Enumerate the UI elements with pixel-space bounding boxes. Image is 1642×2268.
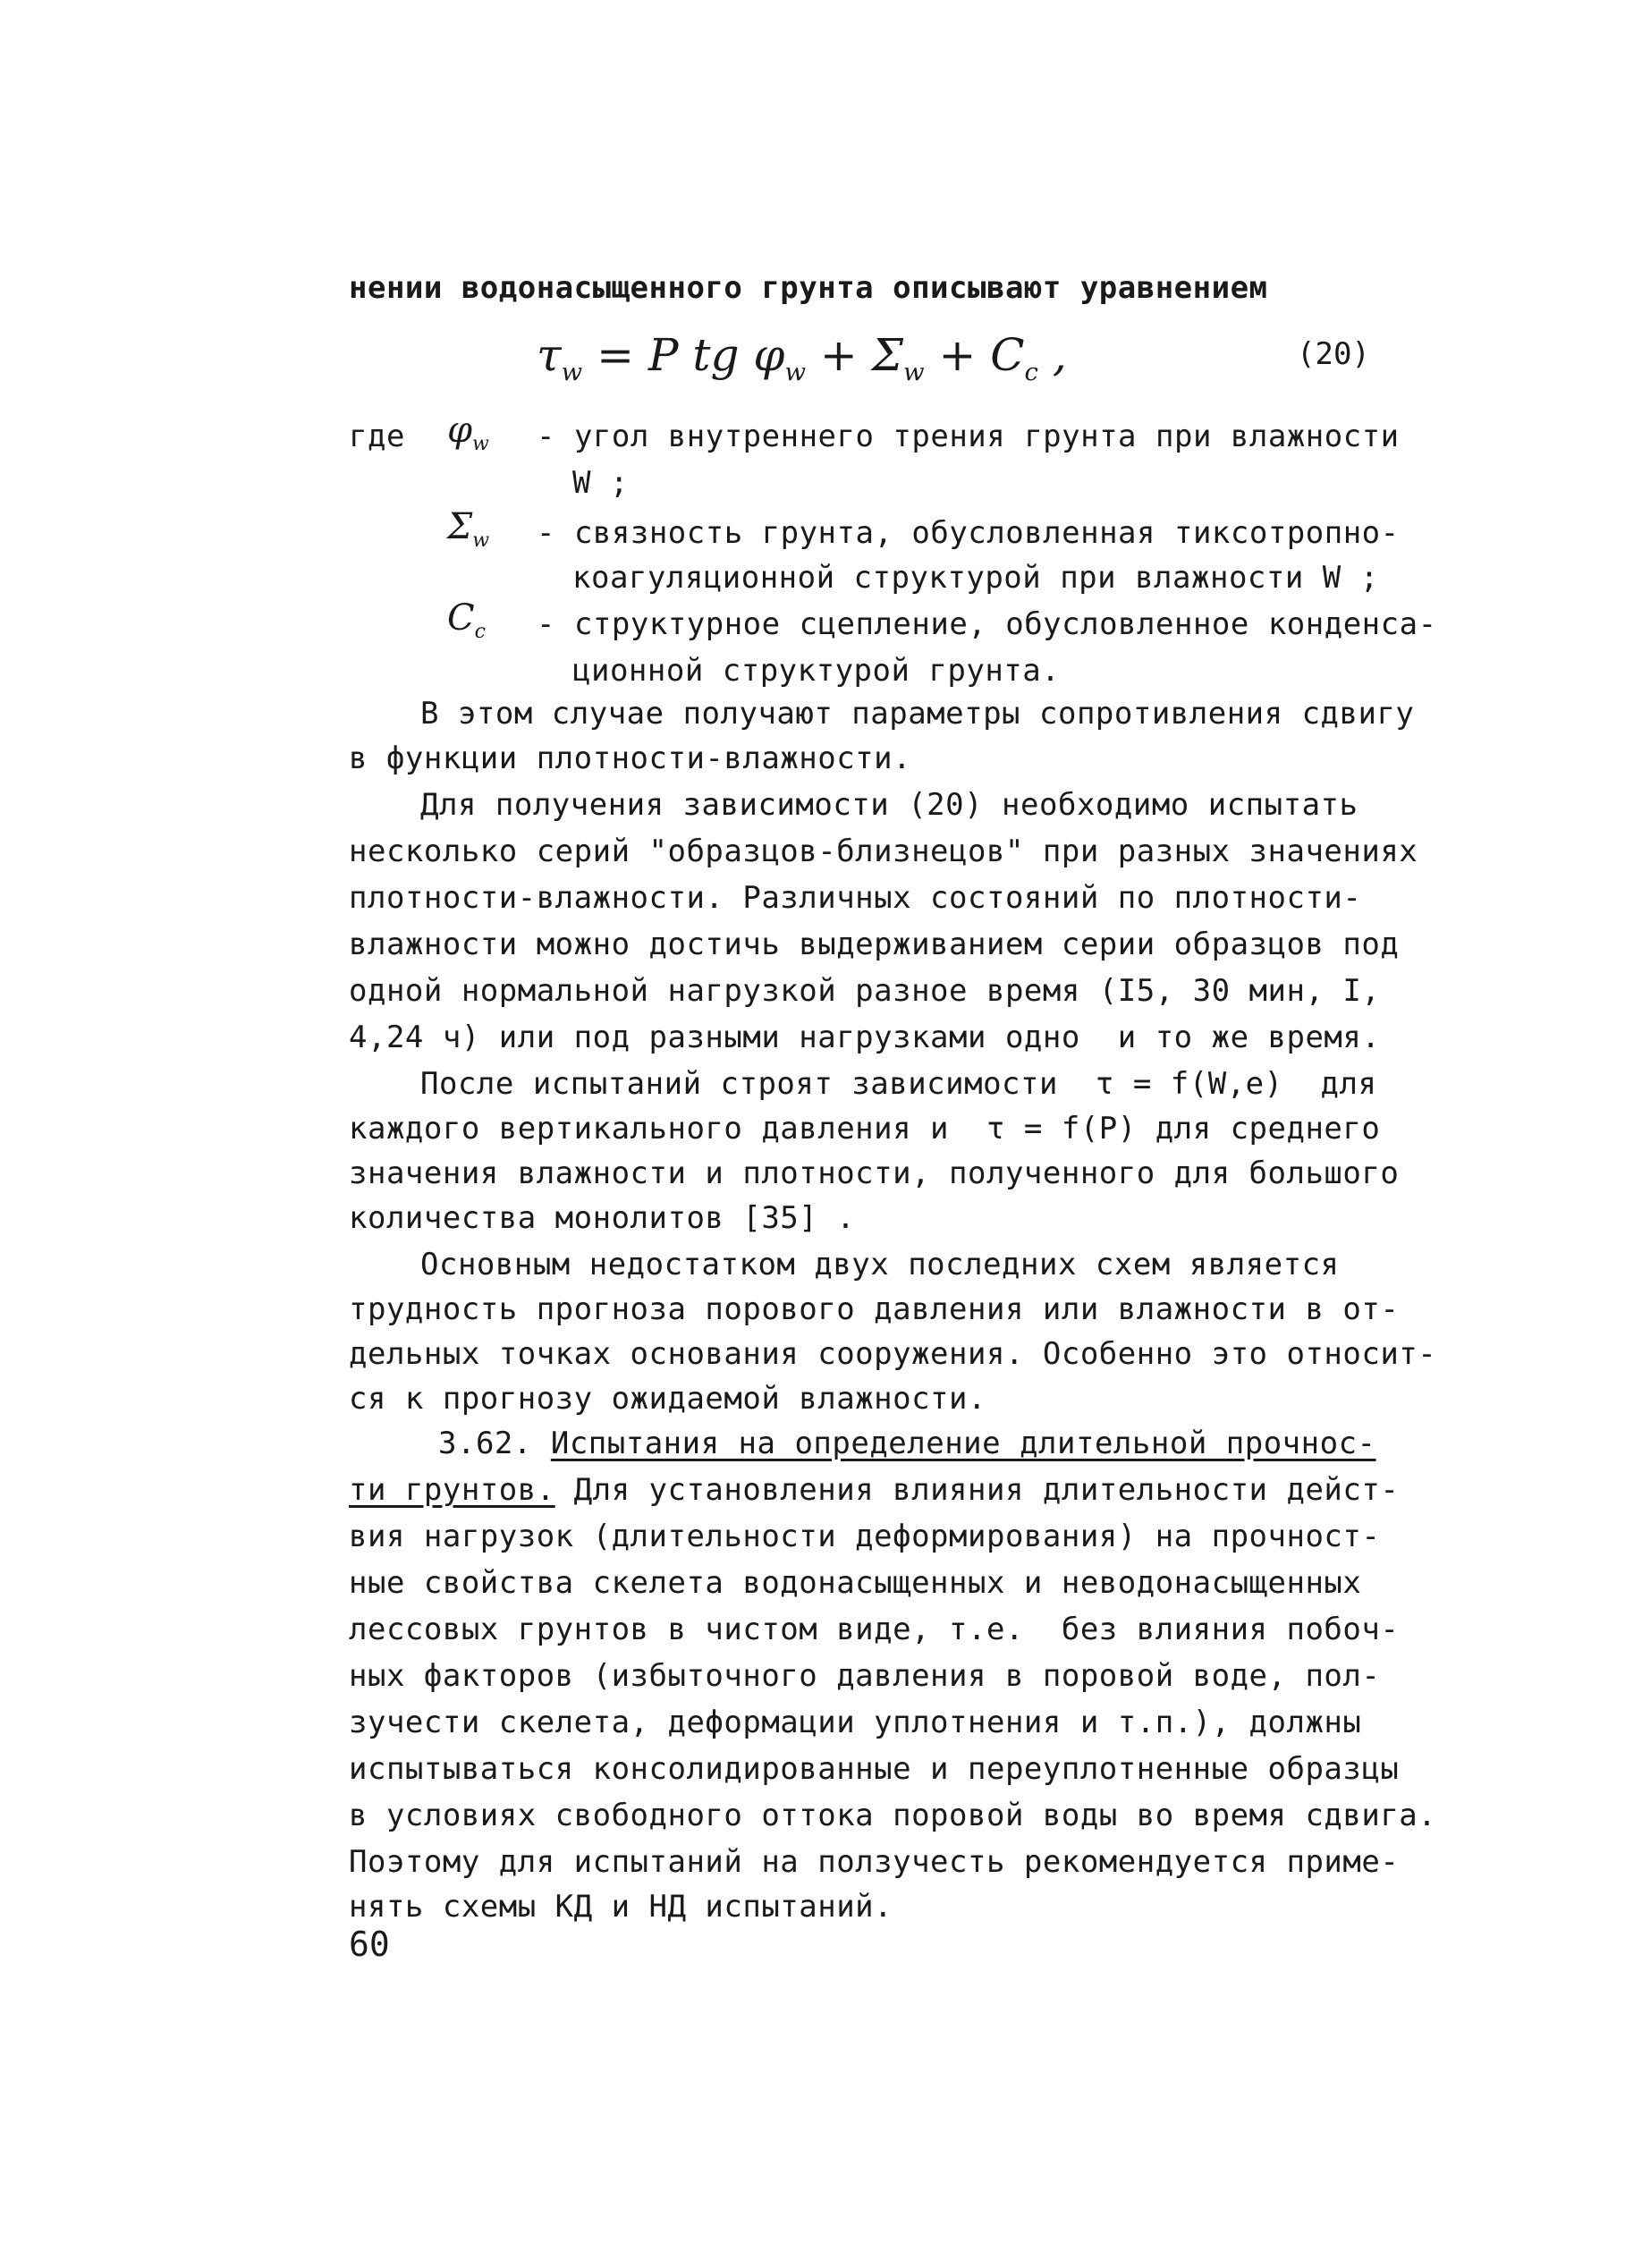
where-c-line-1: - структурное сцепление, обусловленное конденса- (537, 606, 1437, 642)
paragraph-4-line-4: ся к прогнозу ожидаемой влажности. (349, 1381, 986, 1417)
paragraph-3-line-2: каждого вертикального давления и τ = f(P) для среднего (349, 1111, 1381, 1147)
paragraph-3-line-3: значения влажности и плотности, полученного для большого (349, 1155, 1400, 1191)
paragraph-1-line-2: в функции плотности-влажности. (349, 740, 912, 776)
paragraph-3-line-4: количества монолитов [35] . (349, 1200, 856, 1236)
page-number: 60 (349, 1925, 390, 1964)
paragraph-2-line-4: влажности можно достичь выдерживанием серии образцов под (349, 927, 1400, 962)
paragraph-2-line-2: несколько серий "образцов-близнецов" при разных значениях (349, 834, 1418, 869)
symbol-sigma: $\Sigma_w$ (447, 506, 490, 552)
paragraph-4-line-1: Основным недостатком двух последних схем является (420, 1247, 1340, 1282)
where-phi-line-1: - угол внутреннего трения грунта при влажности (537, 419, 1400, 454)
section-line-5: зучести скелета, деформации уплотнения и т.п.), должны (349, 1705, 1362, 1740)
section-title-part-2: ти грунтов. (349, 1472, 555, 1508)
symbol-phi: $\varphi_w$ (447, 410, 489, 455)
formula-20 (537, 329, 1067, 386)
where-phi-line-2: W ; (572, 465, 629, 501)
section-heading-line-1 (438, 1424, 1376, 1463)
paragraph-2-line-3: плотности-влажности. Различных состояний по плотности- (349, 880, 1362, 916)
section-line-2: ные свойства скелета водонасыщенных и неводонасыщенных (349, 1565, 1362, 1601)
formula-end: , (1037, 329, 1067, 381)
intro-line: нении водонасыщенного грунта описывают уравнением (349, 270, 1268, 306)
section-line-4: ных факторов (избыточного давления в поровой воде, пол- (349, 1658, 1381, 1694)
section-line-3: лессовых грунтов в чистом виде, т.е. без влияния побоч- (349, 1612, 1400, 1647)
section-line-6: испытываться консолидированные и переуплотненные образцы (349, 1751, 1400, 1787)
paragraph-1-line-1: В этом случае получают параметры сопротивления сдвигу (420, 696, 1415, 732)
paragraph-2-line-5: одной нормальной нагрузкой разное время (I5, 30 мин, I, (349, 973, 1381, 1009)
paragraph-4-line-2: трудность прогноза порового давления или влажности в от- (349, 1291, 1400, 1327)
where-word: где (349, 419, 405, 454)
where-c-line-2: ционной структурой грунта. (572, 653, 1061, 689)
section-line-1: вия нагрузок (длительности деформирования) на прочност- (349, 1519, 1381, 1554)
formula-mid: = P tg φ (582, 329, 785, 381)
where-sigma-line-2: коагуляционной структурой при влажности W ; (572, 560, 1379, 596)
formula-tau: τ (537, 329, 562, 381)
formula-phi-sub: w (784, 358, 806, 386)
formula-c: + C (924, 329, 1025, 381)
formula-tau-sub: w (561, 358, 583, 386)
paragraph-2-line-6: 4,24 ч) или под разными нагрузками одно и то же время. (349, 1020, 1381, 1055)
section-line-7: в условиях свободного оттока поровой воды во время сдвига. (349, 1798, 1437, 1833)
section-line-8: Поэтому для испытаний на ползучесть рекомендуется приме- (349, 1844, 1400, 1880)
section-first-text: Для установления влияния длительности дейст- (554, 1472, 1400, 1508)
section-heading-line-2 (349, 1470, 1399, 1510)
paragraph-3-line-1: После испытаний строят зависимости τ = f(W,e) для (420, 1066, 1377, 1102)
formula-sigma: + Σ (806, 329, 904, 381)
section-line-9: нять схемы КД и НД испытаний. (349, 1889, 893, 1925)
section-title-part-1: Испытания на определение длительной прочнос- (550, 1426, 1376, 1461)
paragraph-2-line-1: Для получения зависимости (20) необходимо испытать (420, 787, 1358, 823)
formula-sigma-sub: w (903, 358, 925, 386)
formula-c-sub: c (1024, 358, 1038, 386)
symbol-c: $C_c$ (447, 597, 486, 643)
where-sigma-line-1: - связность грунта, обусловленная тиксотропно- (537, 515, 1400, 551)
formula-number: (20) (1297, 336, 1370, 372)
section-number: 3.62. (438, 1426, 532, 1461)
paragraph-4-line-3: дельных точках основания сооружения. Особенно это относит- (349, 1336, 1437, 1372)
